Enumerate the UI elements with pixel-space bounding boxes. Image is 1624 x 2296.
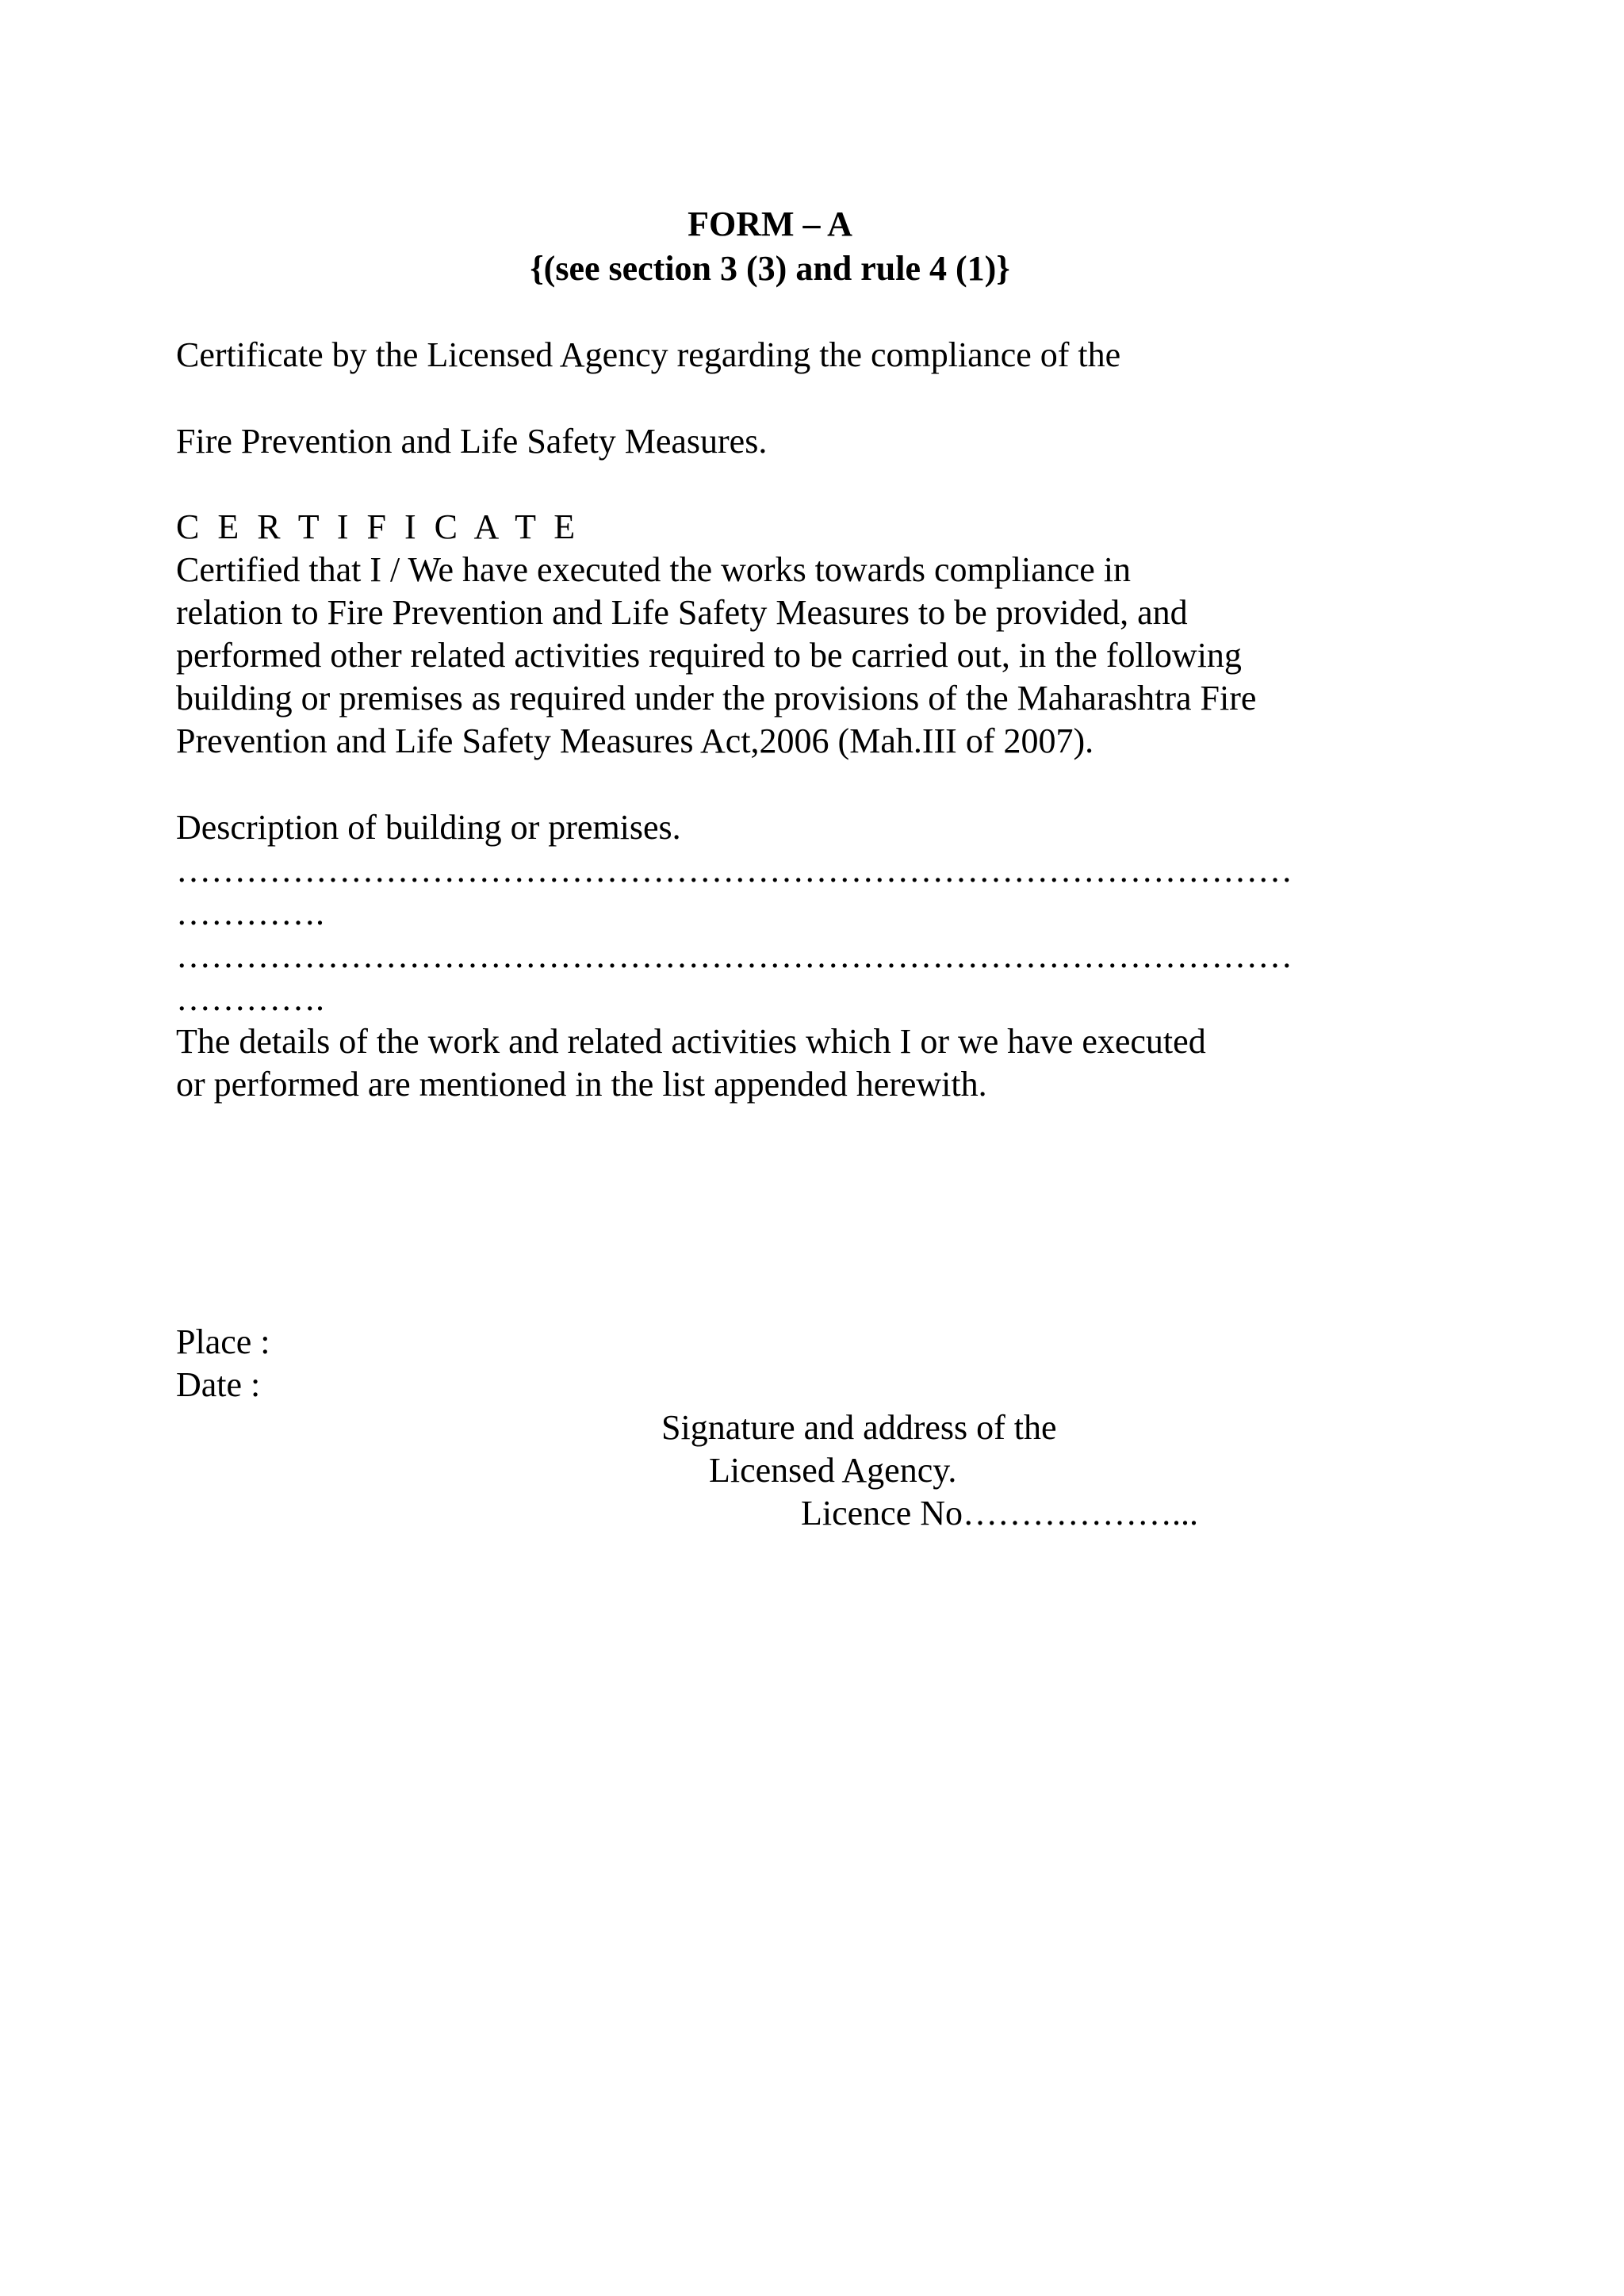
certificate-heading: C E R T I F I C A T E	[176, 507, 580, 546]
certificate-line: Prevention and Life Safety Measures Act,2006 (Mah.III of 2007).	[176, 721, 1094, 760]
certificate-line: building or premises as required under the provisions of the Maharashtra Fire	[176, 679, 1257, 718]
intro-line-1: Certificate by the Licensed Agency regarding the compliance of the	[176, 335, 1121, 374]
description-dotted-line-short: ………….	[176, 979, 324, 1018]
certificate-line: relation to Fire Prevention and Life Safety Measures to be provided, and	[176, 593, 1188, 632]
description-label: Description of building or premises.	[176, 808, 681, 847]
form-title: FORM – A	[688, 205, 852, 243]
description-dotted-line: ……………………………………………………………………………………	[176, 936, 1293, 975]
signature-line-2: Licensed Agency.	[709, 1451, 957, 1490]
description-dotted-line: ……………………………………………………………………………………	[176, 851, 1293, 890]
signature-line-1: Signature and address of the	[661, 1408, 1057, 1447]
licence-number: Licence No………………...	[801, 1494, 1198, 1533]
details-line: or performed are mentioned in the list appended herewith.	[176, 1065, 987, 1104]
certificate-line: performed other related activities required to be carried out, in the following	[176, 636, 1242, 675]
details-line: The details of the work and related activities which I or we have executed	[176, 1022, 1206, 1061]
place-label: Place :	[176, 1322, 270, 1361]
form-reference: {(see section 3 (3) and rule 4 (1)}	[530, 249, 1010, 288]
description-dotted-line-short: ………….	[176, 894, 324, 932]
certificate-line: Certified that I / We have executed the works towards compliance in	[176, 550, 1132, 589]
date-label: Date :	[176, 1365, 261, 1404]
intro-line-2: Fire Prevention and Life Safety Measures.	[176, 422, 768, 461]
